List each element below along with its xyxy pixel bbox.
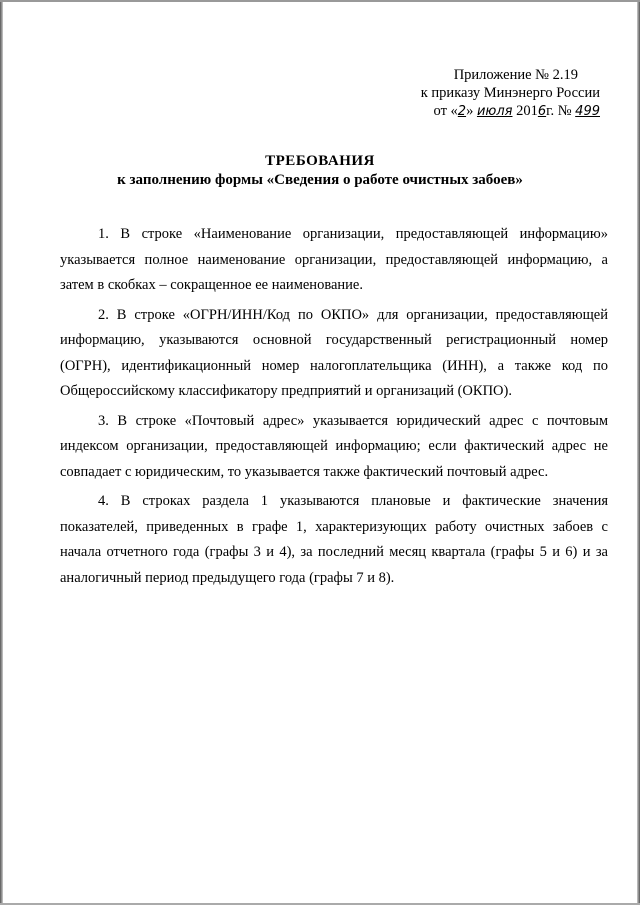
date-g-label: г. № — [546, 103, 572, 119]
document-title — [0, 152, 640, 190]
date-prefix: от « — [433, 103, 458, 119]
date-mid: » — [466, 103, 474, 119]
scan-edge-top — [0, 0, 640, 2]
date-year-prefix: 201 — [516, 103, 538, 119]
scan-edge-left — [0, 0, 3, 905]
requirement-paragraph-1: 1. В строке «Наименование организации, предоставляющей информацию» указывается полное наименование организации, предоставляющей информацию, а затем в скобках – сокращенное ее наименование. — [60, 226, 608, 293]
appendix-order-ref: к приказу Минэнерго России — [420, 85, 600, 101]
requirement-paragraph-2: 2. В строке «ОГРН/ИНН/Код по ОКПО» для организации, предоставляющей информацию, указываются основной государственный регистрационный номер (ОГРН), идентификационный номер налогоплательщика (ИНН), а также код по Общероссийскому классификатору предприятий и организаций (ОКПО). — [60, 306, 608, 399]
appendix-number: Приложение № 2.19 — [453, 67, 578, 83]
requirement-paragraph-4: 4. В строках раздела 1 указываются плановые и фактические значения показателей, приведенных в графе 1, характеризующих работу очистных забоев с начала отчетного года (графы 3 и 4), за последний месяц квартала (графы 5 и 6) и за аналогичный период предыдущего года (графы 7 и 8). — [60, 493, 608, 586]
appendix-header — [380, 66, 600, 121]
appendix-date-line — [380, 102, 600, 121]
date-year-suffix-handwritten: 6 — [537, 104, 547, 119]
title-subheading: к заполнению формы «Сведения о работе очистных забоев» — [117, 172, 523, 188]
requirement-paragraph-3: 3. В строке «Почтовый адрес» указывается юридический адрес с почтовым индексом организации, предоставляющей информацию; если фактический адрес не совпадает с юридическим, то указывается также фактический почтовый адрес. — [60, 412, 608, 480]
order-number-handwritten: 499 — [575, 104, 600, 119]
date-month-handwritten: июля — [476, 104, 513, 119]
title-heading: ТРЕБОВАНИЯ — [265, 153, 375, 169]
requirements-body — [60, 222, 608, 595]
date-day-handwritten: 2 — [457, 104, 467, 119]
